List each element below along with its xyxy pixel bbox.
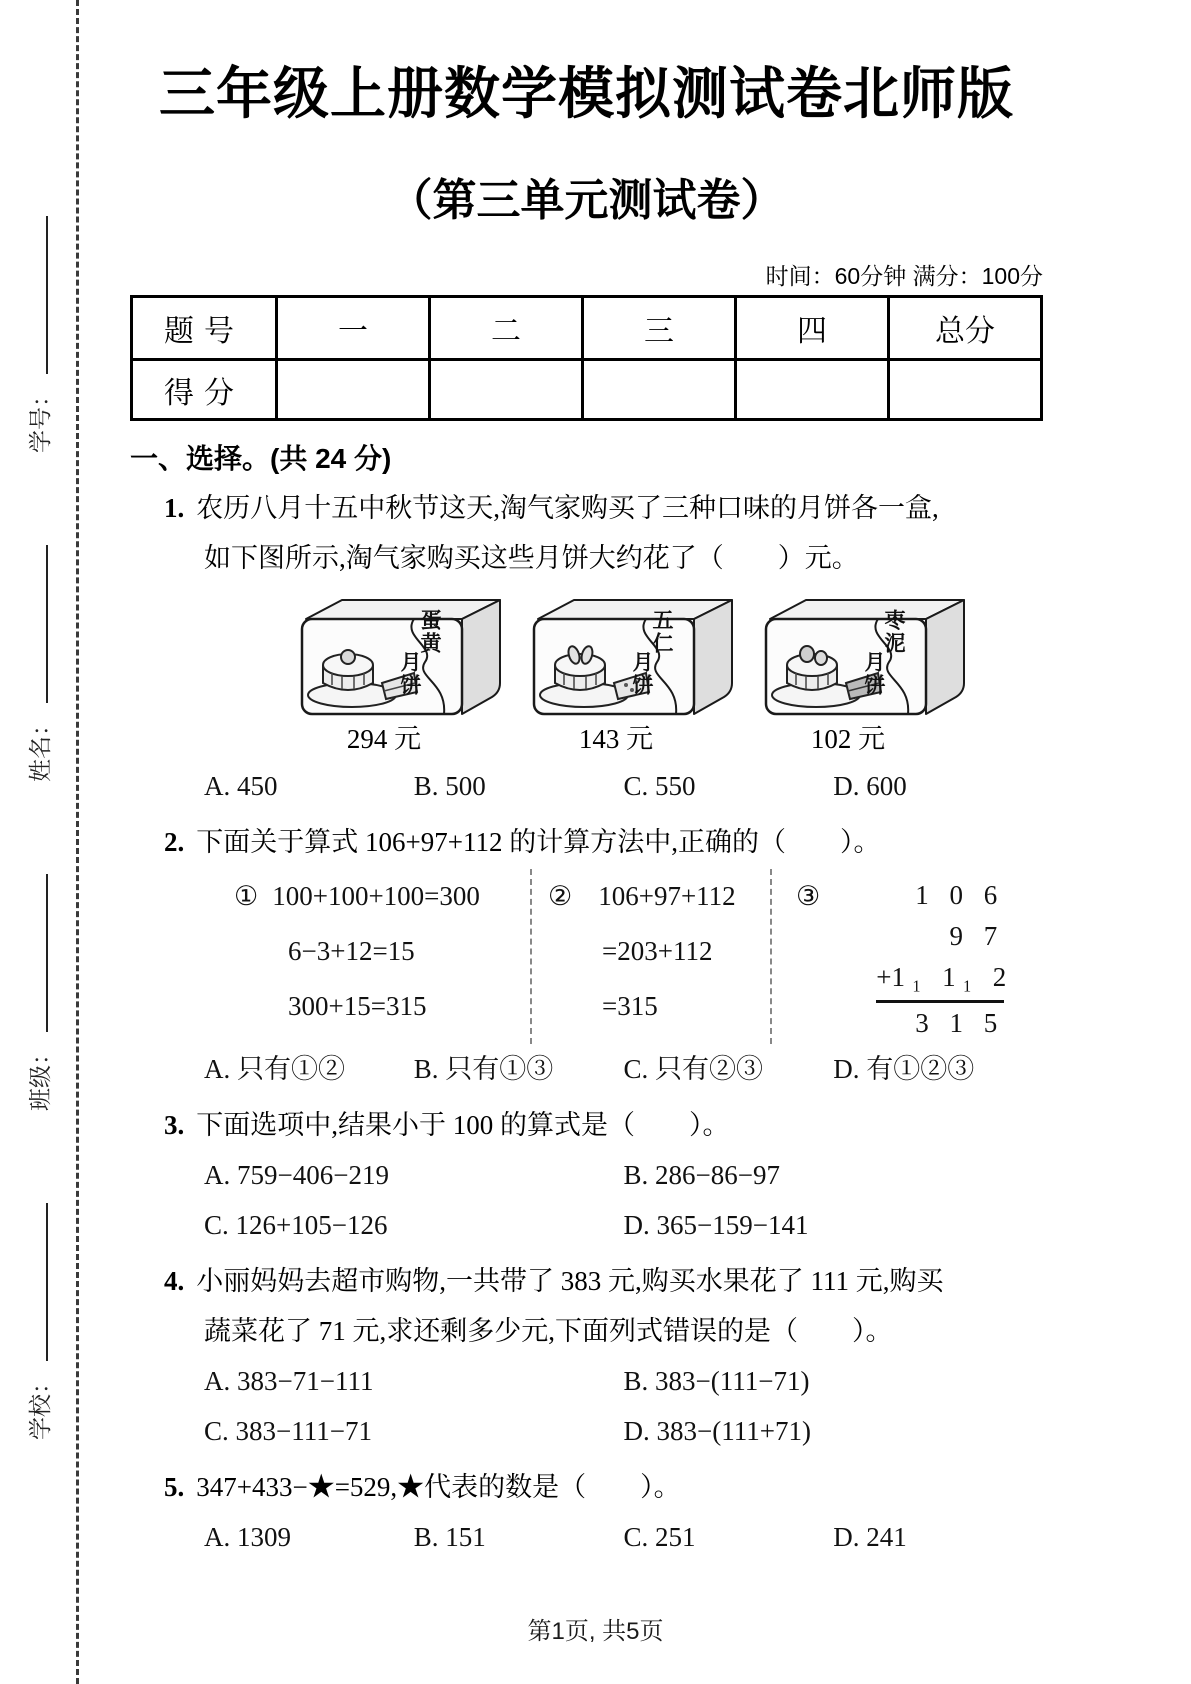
circled-3-tag: ③ bbox=[796, 881, 821, 911]
addition-addend-3-row bbox=[876, 957, 1014, 1003]
page-subtitle: （第三单元测试卷） bbox=[388, 176, 785, 225]
question-1-options bbox=[130, 761, 1043, 811]
option-item: A. 只有①② bbox=[204, 1054, 345, 1084]
column-addition bbox=[876, 875, 1014, 1044]
mooncake-price: 102 元 bbox=[810, 724, 886, 754]
score-col-4: 四 bbox=[736, 297, 889, 360]
score-col-3: 三 bbox=[583, 297, 736, 360]
exam-meta: 时间：60分钟 满分：100分 bbox=[765, 263, 1043, 289]
question-1-text-line2: 如下图所示,淘气家购买这些月饼大约花了（ ）元。 bbox=[204, 543, 859, 573]
name-blank-line bbox=[46, 545, 48, 703]
score-table-score-row bbox=[132, 360, 1042, 420]
question-4-options-row2 bbox=[130, 1406, 1043, 1456]
question-1 bbox=[130, 483, 1043, 811]
option-item: A. 759−406−219 bbox=[204, 1160, 389, 1190]
name-label: 姓名： bbox=[27, 713, 53, 782]
question-5-options bbox=[130, 1512, 1043, 1562]
option-item: A. 383−71−111 bbox=[204, 1366, 374, 1396]
margin-field-student-no bbox=[25, 216, 55, 453]
question-5 bbox=[130, 1462, 1043, 1562]
question-3-options-row1 bbox=[130, 1150, 1043, 1200]
mooncake-boxes-row bbox=[298, 595, 1043, 761]
score-table bbox=[130, 295, 1043, 421]
question-3-number: 3. bbox=[164, 1110, 185, 1140]
method-1-line3: 300+15=315 bbox=[288, 991, 427, 1021]
method-2 bbox=[530, 869, 770, 1044]
question-4-options-row1 bbox=[130, 1356, 1043, 1406]
question-5-number: 5. bbox=[164, 1472, 185, 1502]
score-cell-1 bbox=[277, 360, 430, 420]
score-cell-4 bbox=[736, 360, 889, 420]
option-item: C. 126+105−126 bbox=[204, 1210, 388, 1240]
score-col-total: 总分 bbox=[889, 297, 1042, 360]
option-item: D. 600 bbox=[833, 771, 907, 801]
option-item: C. 只有②③ bbox=[623, 1054, 764, 1084]
option-item: B. 383−(111−71) bbox=[623, 1366, 810, 1396]
method-2-line3: =315 bbox=[602, 991, 658, 1021]
margin-field-name bbox=[25, 545, 55, 782]
class-blank-line bbox=[46, 874, 48, 1032]
method-3 bbox=[770, 869, 1014, 1044]
mooncake-box-jujube bbox=[762, 595, 967, 761]
question-3-options-row2 bbox=[130, 1200, 1043, 1250]
option-item: C. 383−111−71 bbox=[204, 1416, 372, 1446]
circled-1-tag: ① bbox=[234, 881, 259, 911]
question-4 bbox=[130, 1256, 1043, 1456]
question-2-methods bbox=[234, 869, 1043, 1044]
question-2-number: 2. bbox=[164, 827, 185, 857]
method-2-line1: 106+97+112 bbox=[598, 881, 736, 911]
student-no-label: 学号： bbox=[27, 384, 53, 453]
question-4-text-line2: 蔬菜花了 71 元,求还剩多少元,下面列式错误的是（ ）。 bbox=[204, 1316, 893, 1346]
mooncake-box-eggyolk bbox=[298, 595, 503, 761]
option-item: A. 1309 bbox=[204, 1522, 291, 1552]
option-item: B. 500 bbox=[413, 771, 486, 801]
school-label: 学校： bbox=[27, 1371, 53, 1440]
mooncake-flavor-label: 蛋黄 bbox=[418, 609, 442, 655]
method-1-line2: 6−3+12=15 bbox=[288, 936, 415, 966]
mooncake-flavor-label: 枣泥 bbox=[882, 609, 906, 655]
question-3 bbox=[130, 1100, 1043, 1250]
question-5-text-line1: 347+433−★=529,★代表的数是（ ）。 bbox=[196, 1472, 681, 1502]
method-1 bbox=[234, 869, 530, 1044]
question-4-number: 4. bbox=[164, 1266, 185, 1296]
addition-plus-sign: + bbox=[876, 962, 892, 992]
score-table-corner: 题号 bbox=[132, 297, 277, 360]
margin-field-school bbox=[25, 1203, 55, 1440]
method-1-line1: 100+100+100=300 bbox=[272, 881, 480, 911]
page-title: 三年级上册数学模拟测试卷北师版 bbox=[159, 62, 1014, 125]
circled-2-tag: ② bbox=[548, 881, 573, 911]
score-col-1: 一 bbox=[277, 297, 430, 360]
addition-addend-3: 1₁ 1₁ 2 bbox=[891, 962, 1014, 992]
margin-fields-strip bbox=[0, 0, 80, 1684]
option-item: D. 383−(111+71) bbox=[623, 1416, 811, 1446]
question-4-text-line1: 小丽妈妈去超市购物,一共带了 383 元,购买水果花了 111 元,购买 bbox=[196, 1266, 944, 1296]
student-no-blank-line bbox=[46, 216, 48, 374]
option-item: C. 251 bbox=[623, 1522, 696, 1552]
mooncake-price: 294 元 bbox=[346, 724, 422, 754]
score-cell-3 bbox=[583, 360, 736, 420]
mooncake-flavor-label: 五仁 bbox=[650, 609, 674, 655]
page-number: 第1页, 共5页 bbox=[527, 1618, 664, 1645]
score-cell-total bbox=[889, 360, 1042, 420]
option-item: C. 550 bbox=[623, 771, 696, 801]
method-2-line2: =203+112 bbox=[602, 936, 713, 966]
question-3-text-line1: 下面选项中,结果小于 100 的算式是（ ）。 bbox=[196, 1110, 730, 1140]
mooncake-word-label: 月饼 bbox=[862, 651, 886, 697]
mooncake-price: 143 元 bbox=[578, 724, 654, 754]
question-1-text-line1: 农历八月十五中秋节这天,淘气家购买了三种口味的月饼各一盒, bbox=[196, 493, 939, 523]
option-item: D. 241 bbox=[833, 1522, 907, 1552]
margin-field-class bbox=[25, 874, 55, 1111]
option-item: B. 只有①③ bbox=[413, 1054, 554, 1084]
question-2 bbox=[130, 817, 1043, 1094]
addition-addend-1: 1 0 6 bbox=[915, 880, 1005, 910]
question-2-options bbox=[130, 1044, 1043, 1094]
score-row-label: 得分 bbox=[132, 360, 277, 420]
score-col-2: 二 bbox=[430, 297, 583, 360]
mooncake-box-fivekernel bbox=[530, 595, 735, 761]
addition-result: 3 1 5 bbox=[915, 1008, 1005, 1038]
mooncake-word-label: 月饼 bbox=[398, 651, 422, 697]
addition-addend-2: 9 7 bbox=[949, 921, 1005, 951]
option-item: D. 有①②③ bbox=[833, 1054, 975, 1084]
option-item: B. 286−86−97 bbox=[623, 1160, 780, 1190]
score-table-header-row bbox=[132, 297, 1042, 360]
section-one-heading: 一、选择。(共 24 分) bbox=[130, 443, 392, 474]
class-label: 班级： bbox=[27, 1042, 53, 1111]
mooncake-word-label: 月饼 bbox=[630, 651, 654, 697]
exam-page bbox=[130, 0, 1043, 1562]
school-blank-line bbox=[46, 1203, 48, 1361]
question-2-text-line1: 下面关于算式 106+97+112 的计算方法中,正确的（ ）。 bbox=[196, 827, 881, 857]
option-item: D. 365−159−141 bbox=[623, 1210, 809, 1240]
score-cell-2 bbox=[430, 360, 583, 420]
option-item: A. 450 bbox=[204, 771, 278, 801]
question-1-number: 1. bbox=[164, 493, 185, 523]
option-item: B. 151 bbox=[413, 1522, 486, 1552]
